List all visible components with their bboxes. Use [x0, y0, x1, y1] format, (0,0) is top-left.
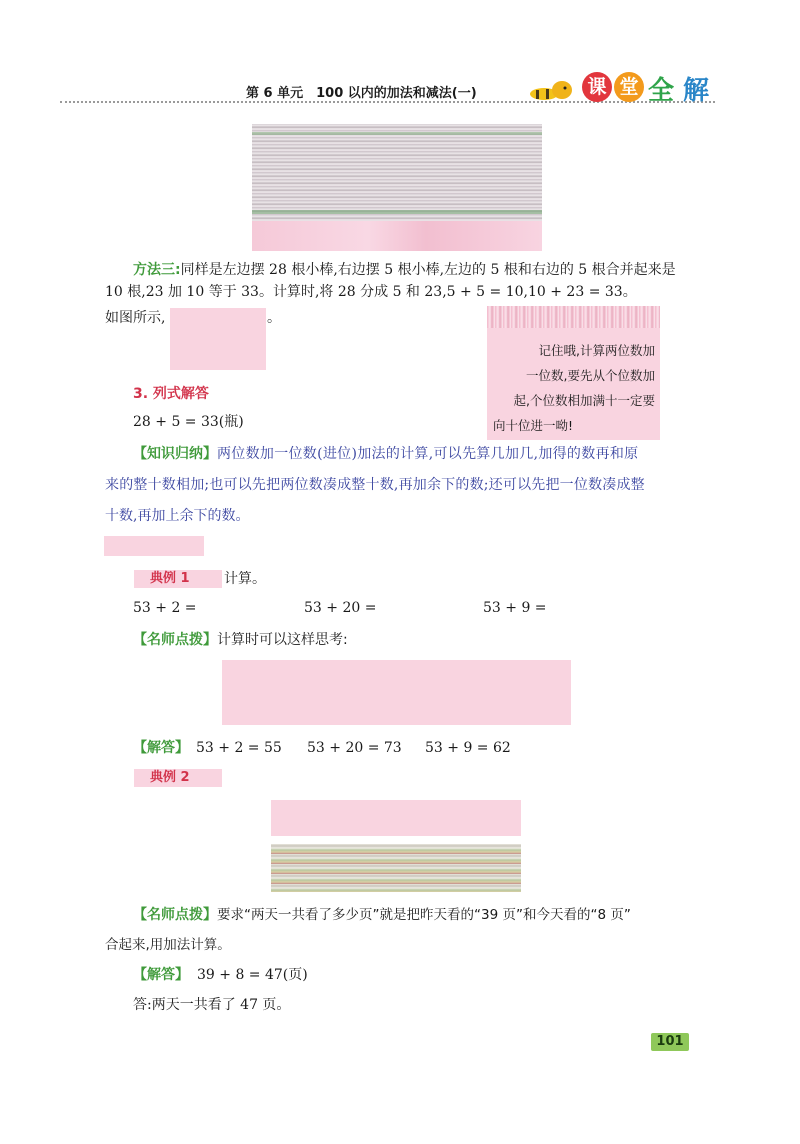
- example1-thinking-figure: [222, 660, 571, 725]
- knowledge-label: 【知识归纳】: [133, 446, 217, 462]
- example1-answer-2: 53 + 20 = 73: [307, 740, 402, 756]
- example2-conclusion: 答:两天一共看了 47 页。: [133, 997, 291, 1013]
- example1-item-1: 53 + 2 =: [133, 600, 197, 616]
- sticks-figure: [252, 124, 542, 251]
- method3-line1: 方法三:同样是左边摆 28 根小棒,右边摆 5 根小棒,左边的 5 根和右边的 5 根合并起来是: [133, 262, 676, 278]
- example1-answer-label: 【解答】: [133, 740, 189, 756]
- tip-line-3: 起,个位数相加满十一定要: [513, 393, 655, 408]
- example1-hint-label: 【名师点拨】: [133, 632, 217, 648]
- example2-figure: [271, 800, 521, 892]
- example2-hint-line1: 【名师点拨】要求“两天一共看了多少页”就是把昨天看的“39 页”和今天看的“8 页”: [133, 907, 631, 923]
- tip-line-2: 一位数,要先从个位数加: [526, 368, 655, 383]
- tip-line-1: 记住哦,计算两位数加: [538, 343, 655, 358]
- example1-tag: 典例 1: [134, 570, 222, 588]
- brand-char-2: 堂: [614, 72, 644, 102]
- section3-answer: 28 + 5 = 33(瓶): [133, 414, 244, 430]
- bee-icon: [528, 76, 576, 102]
- example1-answer-row: [133, 737, 189, 759]
- example2-answer: 【解答】 39 + 8 = 47(页): [133, 967, 308, 983]
- knowledge-line1: 【知识归纳】两位数加一位数(进位)加法的计算,可以先算几加几,加得的数再和原: [133, 446, 639, 462]
- example1-prompt: 计算。: [224, 571, 266, 587]
- example1-answer-3: 53 + 9 = 62: [425, 740, 511, 756]
- method3-figure: [170, 308, 266, 370]
- method3-line2: 10 根,23 加 10 等于 33。计算时,将 28 分成 5 和 23,5 + 5 = 10,10 + 23 = 33。: [105, 284, 637, 300]
- example2-hint-label: 【名师点拨】: [133, 907, 217, 923]
- brand-logo: [528, 70, 718, 106]
- tip-line-4: 向十位进一呦!: [493, 418, 574, 433]
- example1-hint: 【名师点拨】计算时可以这样思考:: [133, 632, 348, 648]
- method3-label: 方法三:: [133, 262, 181, 278]
- example1-item-2: 53 + 20 =: [304, 600, 377, 616]
- page-number: 101: [651, 1033, 689, 1051]
- example2-answer-label: 【解答】: [133, 967, 189, 983]
- knowledge-line3: 十数,再加上余下的数。: [105, 508, 250, 524]
- section3-title: 3. 列式解答: [133, 386, 209, 402]
- example2-tag: 典例 2: [134, 769, 222, 787]
- method3-line3-end: 。: [267, 310, 281, 326]
- brand-char-4: 解: [683, 76, 710, 106]
- section-banner: [104, 536, 204, 556]
- example1-item-3: 53 + 9 =: [483, 600, 547, 616]
- tip-note: [487, 306, 660, 440]
- method3-line3: 如图所示,: [105, 310, 166, 326]
- brand-char-1: 课: [582, 72, 612, 102]
- unit-title: 第 6 单元 100 以内的加法和减法(一): [246, 86, 477, 101]
- example1-answer-1: 53 + 2 = 55: [196, 740, 282, 756]
- example2-hint-line2: 合起来,用加法计算。: [105, 937, 231, 953]
- brand-char-3: 全: [648, 76, 677, 106]
- knowledge-line2: 来的整十数相加;也可以先把两位数凑成整十数,再加余下的数;还可以先把一位数凑成整: [105, 477, 645, 493]
